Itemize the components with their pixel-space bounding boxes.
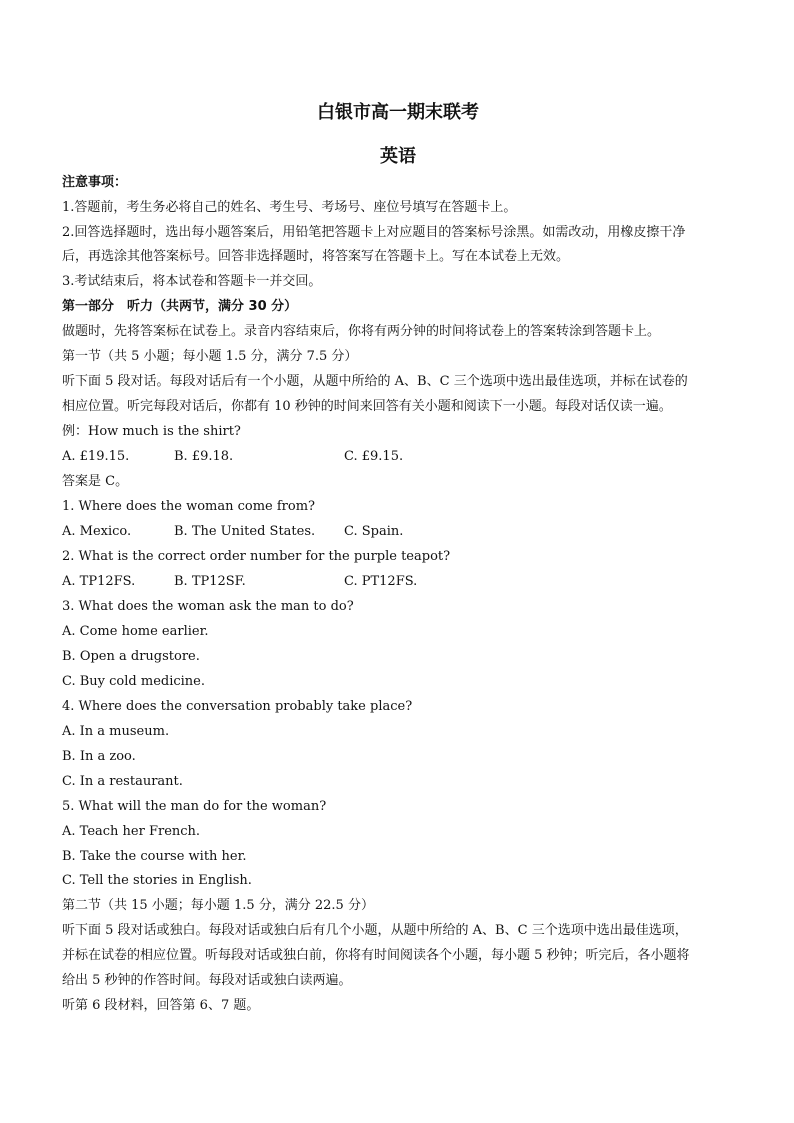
option-a: A. £19.15. xyxy=(62,449,130,464)
option-c: C. £9.15. xyxy=(344,449,404,464)
example-answer: 答案是 C。 xyxy=(62,474,129,489)
option-c: C. Tell the stories in English. xyxy=(62,873,252,888)
material-6-prompt: 听第 6 段材料，回答第 6、7 题。 xyxy=(62,998,260,1013)
option-b: B. £9.18. xyxy=(174,449,234,464)
option-c: C. Spain. xyxy=(344,524,404,539)
subject-title: 英语 xyxy=(380,146,416,167)
notice-item: 3.考试结束后，将本试卷和答题卡一并交回。 xyxy=(62,274,322,289)
option-a: A. TP12FS. xyxy=(62,574,136,589)
notice-item: 1.答题前，考生务必将自己的姓名、考生号、考场号、座位号填写在答题卡上。 xyxy=(62,200,517,215)
exam-title: 白银市高一期末联考 xyxy=(317,102,479,123)
notice-heading: 注意事项： xyxy=(62,175,128,190)
notice-item: 2.回答选择题时，选出每小题答案后，用铅笔把答题卡上对应题目的答案标号涂黑。如需改动，用橡皮擦干净 xyxy=(62,225,686,240)
question-1: 1. Where does the woman come from? xyxy=(62,499,316,514)
option-b: B. TP12SF. xyxy=(174,574,246,589)
option-a: A. Mexico. xyxy=(62,524,132,539)
section2-heading: 第二节（共 15 小题；每小题 1.5 分，满分 22.5 分） xyxy=(62,898,374,913)
option-b: B. Open a drugstore. xyxy=(62,649,200,664)
section2-instruction: 听下面 5 段对话或独白。每段对话或独白后有几个小题，从题中所给的 A、B、C 三个选项中选出最佳选项， xyxy=(62,923,688,938)
option-b: B. In a zoo. xyxy=(62,749,136,764)
option-c: C. Buy cold medicine. xyxy=(62,674,206,689)
option-b: B. Take the course with her. xyxy=(62,849,247,864)
section1-instruction: 相应位置。听完每段对话后，你都有 10 秒钟的时间来回答有关小题和阅读下一小题。每段对话仅读一遍。 xyxy=(62,399,672,414)
section1-instruction: 听下面 5 段对话。每段对话后有一个小题，从题中所给的 A、B、C 三个选项中选出最佳选项，并标在试卷的 xyxy=(62,374,688,389)
question-2: 2. What is the correct order number for the purple teapot? xyxy=(62,549,451,564)
part1-intro: 做题时，先将答案标在试卷上。录音内容结束后，你将有两分钟的时间将试卷上的答案转涂到答题卡上。 xyxy=(62,324,661,339)
question-3: 3. What does the woman ask the man to do? xyxy=(62,599,354,614)
option-a: A. Come home earlier. xyxy=(62,624,209,639)
option-c: C. In a restaurant. xyxy=(62,774,183,789)
option-a: A. In a museum. xyxy=(62,724,170,739)
example-question: 例：How much is the shirt? xyxy=(62,424,241,439)
option-c: C. PT12FS. xyxy=(344,574,418,589)
section1-heading: 第一节（共 5 小题；每小题 1.5 分，满分 7.5 分） xyxy=(62,349,358,364)
notice-item: 后，再选涂其他答案标号。回答非选择题时，将答案写在答题卡上。写在本试卷上无效。 xyxy=(62,249,570,264)
option-a: A. Teach her French. xyxy=(62,824,201,839)
question-4: 4. Where does the conversation probably take place? xyxy=(62,699,413,714)
part1-heading: 第一部分 听力（共两节，满分 30 分） xyxy=(62,299,298,314)
section2-instruction: 并标在试卷的相应位置。听每段对话或独白前，你将有时间阅读各个小题，每小题 5 秒钟；听完后，各小题将 xyxy=(62,948,690,963)
option-b: B. The United States. xyxy=(174,524,316,539)
question-5: 5. What will the man do for the woman? xyxy=(62,799,327,814)
section2-instruction: 给出 5 秒钟的作答时间。每段对话或独白读两遍。 xyxy=(62,973,352,988)
